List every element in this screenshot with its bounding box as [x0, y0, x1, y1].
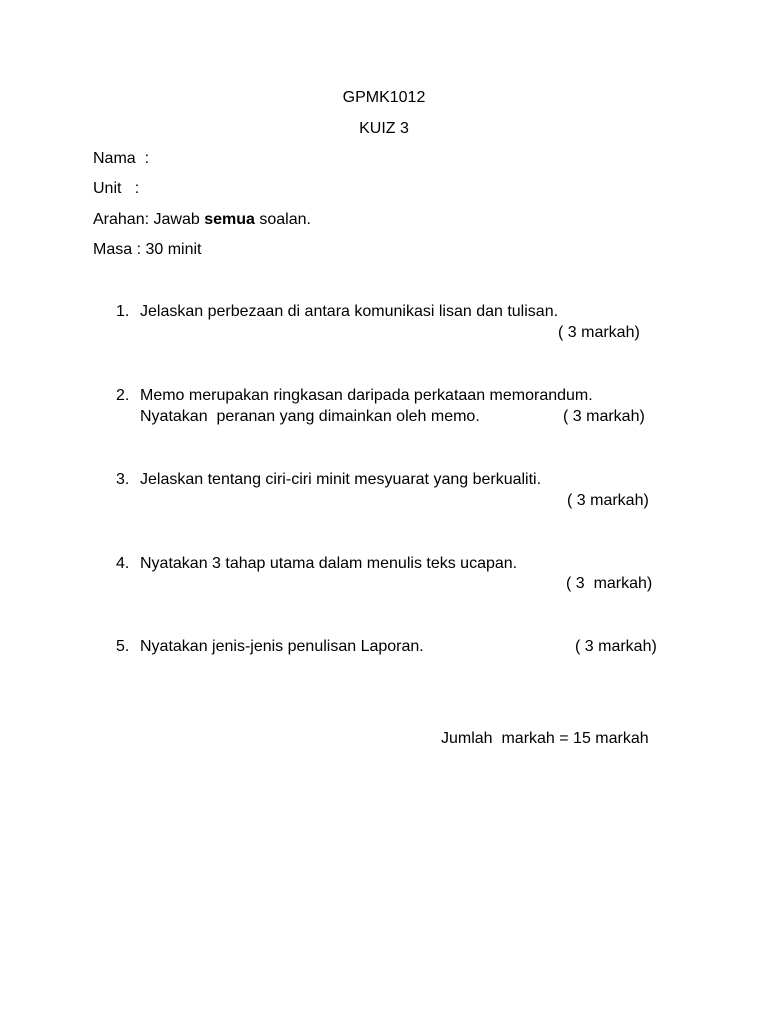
- question-marks: ( 3 markah): [567, 492, 649, 509]
- instruction-prefix: Arahan: Jawab: [93, 211, 205, 228]
- question-marks: ( 3 markah): [566, 575, 653, 592]
- instruction-bold: semua: [204, 211, 255, 228]
- question-number: 1.: [116, 303, 130, 320]
- quiz-title: KUIZ 3: [359, 120, 409, 137]
- time-label: Masa : 30 minit: [93, 241, 202, 258]
- question-number: 2.: [116, 387, 130, 404]
- question-text: Nyatakan 3 tahap utama dalam menulis teks ucapan.: [140, 555, 518, 572]
- instruction-line: [93, 210, 311, 230]
- question-text: Nyatakan jenis-jenis penulisan Laporan.: [140, 638, 424, 655]
- question-text: Memo merupakan ringkasan daripada perkataan memorandum.: [140, 387, 593, 404]
- question-number: 5.: [116, 638, 130, 655]
- question-marks: ( 3 markah): [558, 324, 640, 341]
- name-label: Nama :: [93, 150, 150, 167]
- question-marks: ( 3 markah): [563, 408, 645, 425]
- total-marks: Jumlah markah = 15 markah: [441, 730, 649, 747]
- question-number: 4.: [116, 555, 130, 572]
- question-number: 3.: [116, 471, 130, 488]
- question-text: Jelaskan tentang ciri-ciri minit mesyuarat yang berkualiti.: [140, 471, 542, 488]
- question-marks: ( 3 markah): [575, 638, 657, 655]
- question-text: Jelaskan perbezaan di antara komunikasi lisan dan tulisan.: [140, 303, 559, 320]
- instruction-suffix: soalan.: [254, 211, 311, 228]
- course-code: GPMK1012: [342, 89, 426, 106]
- unit-label: Unit :: [93, 180, 140, 197]
- question-text-line-2: Nyatakan peranan yang dimainkan oleh memo.: [140, 408, 480, 425]
